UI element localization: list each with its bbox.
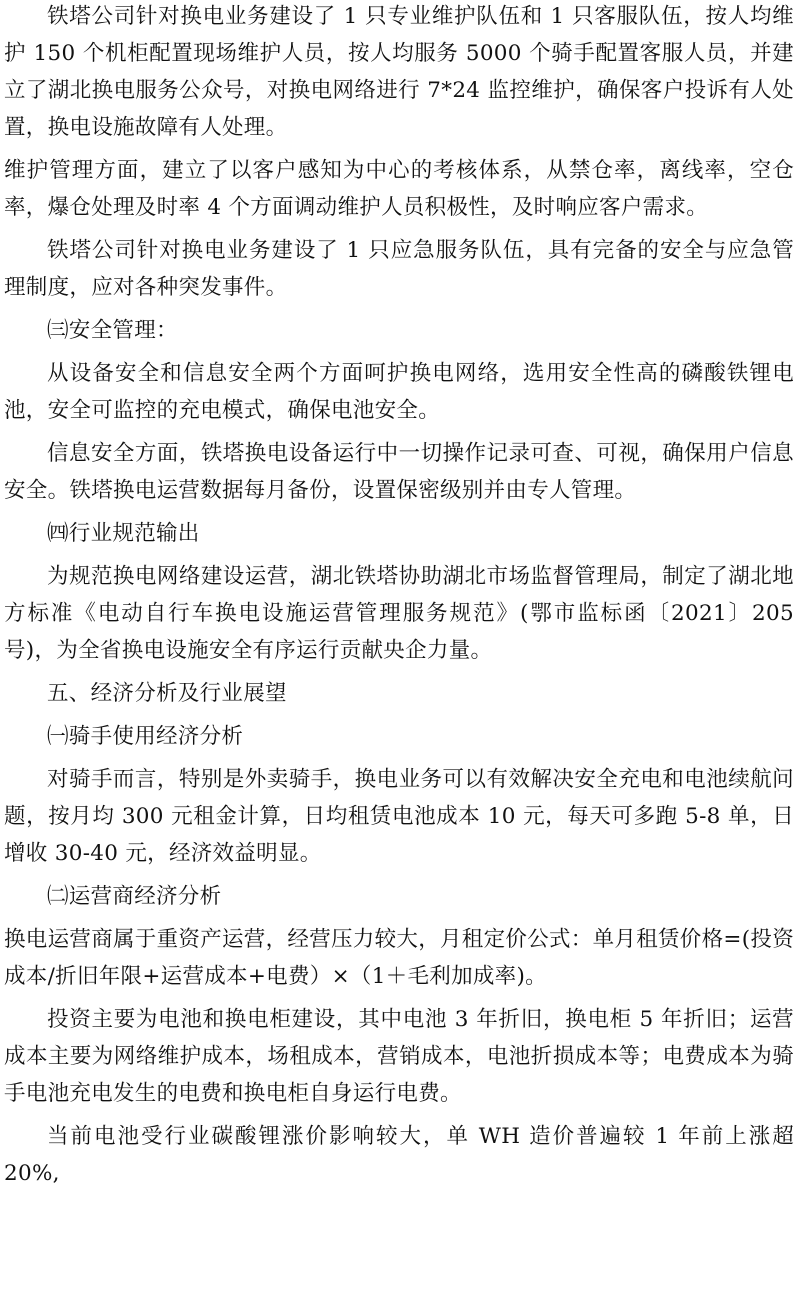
paragraph-assessment-system: 维护管理方面，建立了以客户感知为中心的考核体系，从禁仓率，离线率，空仓率，爆仓处理及时率 4 个方面调动维护人员积极性，及时响应客户需求。 — [4, 158, 794, 220]
paragraph-emergency-team: 铁塔公司针对换电业务建设了 1 只应急服务队伍，具有完备的安全与应急管理制度，应对各种突发事件。 — [4, 238, 794, 300]
heading-section-five: 五、经济分析及行业展望 — [47, 681, 287, 706]
paragraph-pricing-formula: 换电运营商属于重资产运营，经营压力较大，月租定价公式：单月租赁价格=(投资成本/折旧年限+运营成本+电费）×（1＋毛利加成率)。 — [4, 927, 795, 989]
heading-rider-analysis: ㈠骑手使用经济分析 — [47, 724, 244, 749]
heading-safety-management: ㈢安全管理： — [47, 318, 178, 343]
paragraph-standard: 为规范换电网络建设运营，湖北铁塔协助湖北市场监督管理局，制定了湖北地方标准《电动自行车换电设施运营管理服务规范》(鄂市监标函〔2021〕205 号)，为全省换电设施安全有序运行贡献央企力量。 — [4, 564, 794, 663]
paragraph-info-safety: 信息安全方面，铁塔换电设备运行中一切操作记录可查、可视，确保用户信息安全。铁塔换电运营数据每月备份，设置保密级别并由专人管理。 — [4, 441, 794, 503]
paragraph-rider-analysis: 对骑手而言，特别是外卖骑手，换电业务可以有效解决安全充电和电池续航问题，按月均 300 元租金计算，日均租赁电池成本 10 元，每天可多跑 5-8 单，日增收 30-40 元，经济效益明显。 — [4, 767, 794, 866]
heading-operator-analysis: ㈡运营商经济分析 — [47, 884, 222, 909]
paragraph-investment: 投资主要为电池和换电柜建设，其中电池 3 年折旧，换电柜 5 年折旧；运营成本主要为网络维护成本，场租成本，营销成本，电池折损成本等；电费成本为骑手电池充电发生的电费和换电柜自身运行电费。 — [4, 1007, 794, 1106]
paragraph-battery-price: 当前电池受行业碳酸锂涨价影响较大，单 WH 造价普遍较 1 年前上涨超 20%, — [4, 1124, 794, 1186]
paragraph-device-safety: 从设备安全和信息安全两个方面呵护换电网络，选用安全性高的磷酸铁锂电池，安全可监控的充电模式，确保电池安全。 — [4, 361, 794, 423]
paragraph-maintenance-team: 铁塔公司针对换电业务建设了 1 只专业维护队伍和 1 只客服队伍，按人均维护 150 个机柜配置现场维护人员，按人均服务 5000 个骑手配置客服人员，并建立了湖北换电服务公众号，对换电网络进行 7*24 监控维护，确保客户投诉有人处置，换电设施故障有人处理。 — [4, 4, 794, 140]
heading-industry-standard: ㈣行业规范输出 — [47, 521, 200, 546]
